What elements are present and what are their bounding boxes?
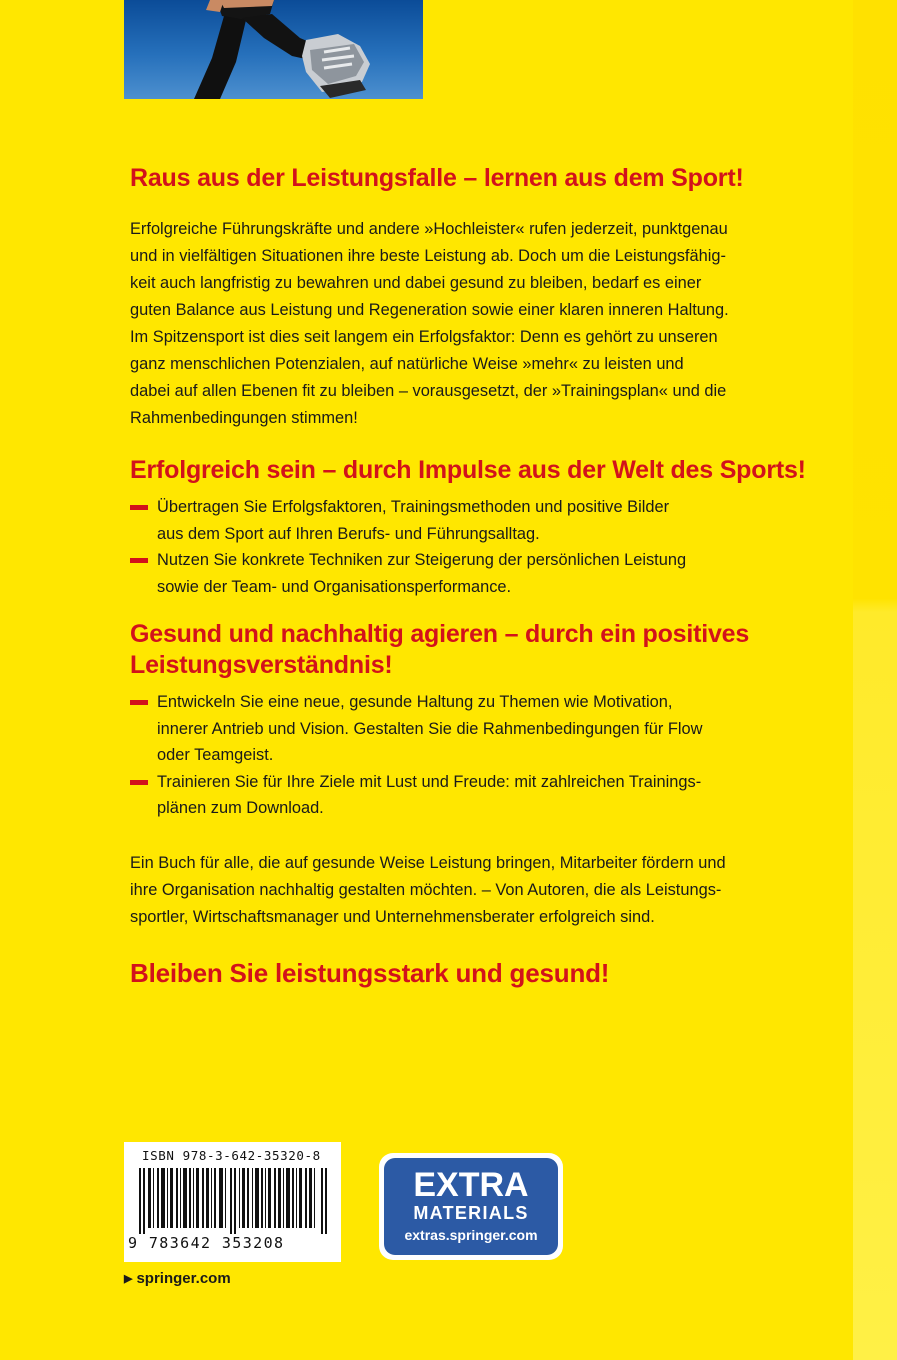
intro-line: ganz menschlichen Potenzialen, auf natürliche Weise »mehr« zu leisten und	[130, 355, 684, 373]
closing-line: sportler, Wirtschaftsmanager und Unternehmensberater erfolgreich sind.	[130, 908, 655, 926]
dash-bullet-icon	[130, 700, 148, 705]
cover-edge-shading	[853, 0, 897, 1360]
intro-line: Im Spitzensport ist dies seit langem ein Erfolgsfaktor: Denn es gehört zu unseren	[130, 328, 718, 346]
extra-materials-badge[interactable]	[379, 1153, 563, 1260]
bullet-list-sport	[130, 494, 770, 600]
triangle-right-icon: ▶	[124, 1273, 133, 1285]
headline-erfolgreich: Erfolgreich sein – durch Impulse aus der Welt des Sports!	[130, 456, 806, 484]
dash-bullet-icon	[130, 558, 148, 563]
barcode-icon	[139, 1168, 329, 1234]
closing-line: ihre Organisation nachhaltig gestalten möchten. – Von Autoren, die als Leistungs-	[130, 881, 722, 899]
closing-paragraph	[130, 850, 770, 931]
list-item: Entwickeln Sie eine neue, gesunde Haltung zu Themen wie Motivation, innerer Antrieb und Vision. Gestalten Sie die Rahmenbedingungen für Flow oder Teamgeist.	[130, 689, 770, 769]
closing-line: Ein Buch für alle, die auf gesunde Weise Leistung bringen, Mitarbeiter fördern und	[130, 854, 726, 872]
list-item: Trainieren Sie für Ihre Ziele mit Lust und Freude: mit zahlreichen Trainings- plänen zum Download.	[130, 769, 770, 822]
extras-url[interactable]: extras.springer.com	[404, 1227, 538, 1243]
intro-line: Erfolgreiche Führungskräfte und andere »Hochleister« rufen jederzeit, punktgenau	[130, 220, 728, 238]
materials-label: MATERIALS	[413, 1203, 529, 1223]
barcode-digits: 9 783642 353208	[128, 1234, 285, 1252]
list-item: Übertragen Sie Erfolgsfaktoren, Trainingsmethoden und positive Bilder aus dem Sport auf Ihren Berufs- und Führungsalltag.	[130, 494, 770, 547]
isbn-label: ISBN 978-3-642-35320-8	[142, 1148, 321, 1163]
dash-bullet-icon	[130, 780, 148, 785]
extra-label: EXTRA	[413, 1166, 529, 1204]
dash-bullet-icon	[130, 505, 148, 510]
extra-materials-panel[interactable]	[384, 1158, 558, 1255]
runner-illustration	[124, 0, 423, 99]
springer-link-text[interactable]: springer.com	[136, 1270, 231, 1287]
intro-line: keit auch langfristig zu bewahren und dabei gesund zu bleiben, bedarf es einer	[130, 274, 702, 292]
headline-bleiben: Bleiben Sie leistungsstark und gesund!	[130, 958, 610, 988]
intro-line: dabei auf allen Ebenen fit zu bleiben – vorausgesetzt, der »Trainingsplan« und die	[130, 382, 727, 400]
headline-gesund: Gesund und nachhaltig agieren – durch ein positives Leistungsverständnis!	[130, 620, 750, 679]
list-item: Nutzen Sie konkrete Techniken zur Steigerung der persönlichen Leistung sowie der Team- und Organisationsperformance.	[130, 547, 770, 600]
springer-link[interactable]	[124, 1270, 231, 1287]
headline-leistungsfalle: Raus aus der Leistungsfalle – lernen aus dem Sport!	[130, 164, 744, 192]
intro-line: Rahmenbedingungen stimmen!	[130, 409, 358, 427]
bullet-list-gesund	[130, 689, 770, 822]
intro-line: und in vielfältigen Situationen ihre beste Leistung ab. Doch um die Leistungsfähig-	[130, 247, 726, 265]
runner-photo	[124, 0, 423, 99]
intro-line: guten Balance aus Leistung und Regeneration sowie einer klaren inneren Haltung.	[130, 301, 729, 319]
intro-paragraph	[130, 216, 770, 432]
isbn-barcode	[124, 1142, 341, 1262]
